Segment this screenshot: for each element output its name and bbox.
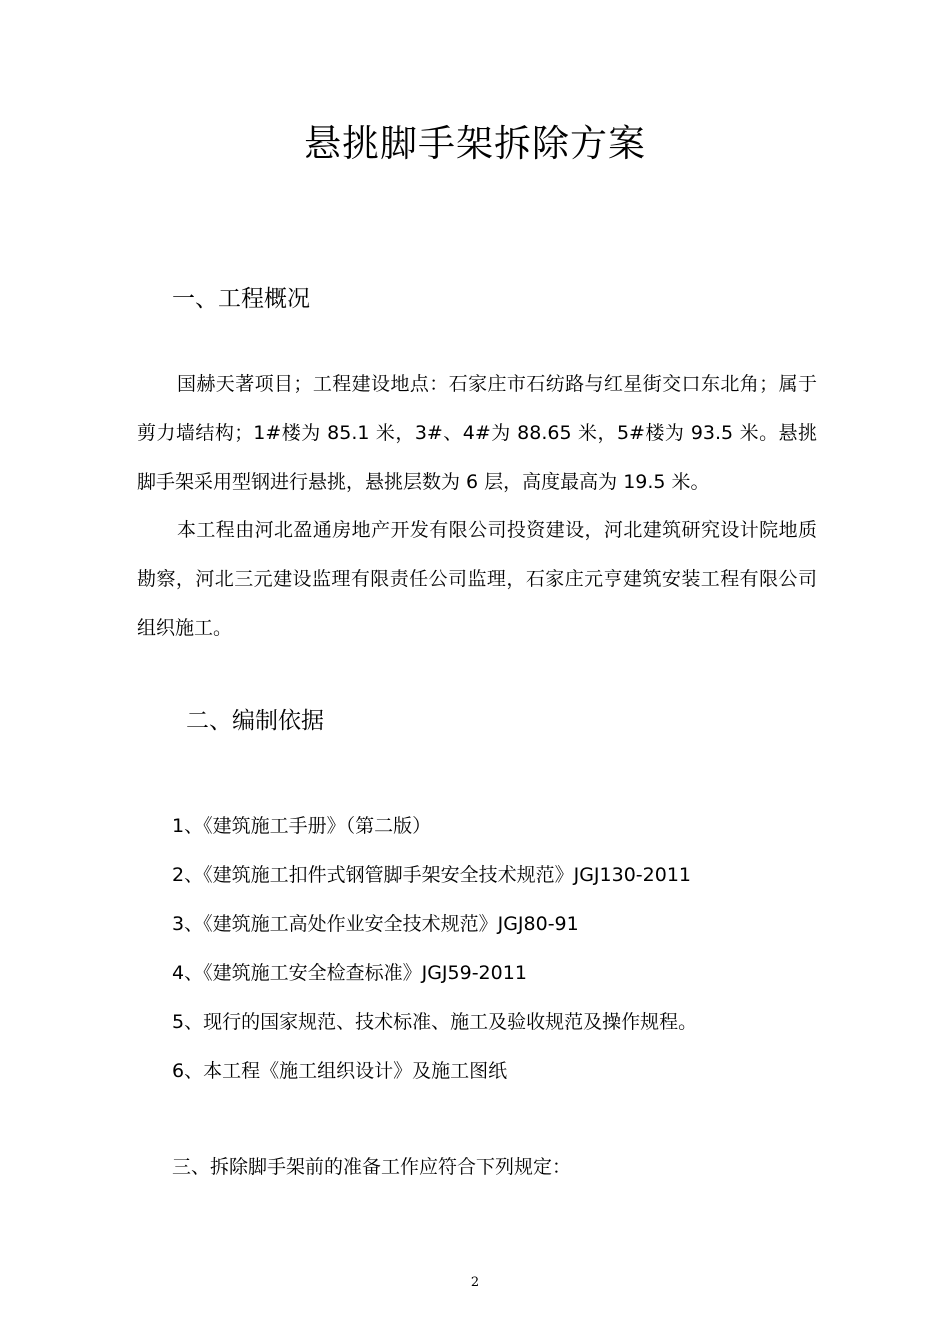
list-item: 5、现行的国家规范、技术标准、施工及验收规范及操作规程。 [172, 1011, 698, 1033]
basis-list [172, 802, 697, 1096]
overview-paragraph-2: 本工程由河北盈通房地产开发有限公司投资建设，河北建筑研究设计院地质勘察，河北三元建设监理有限责任公司监理，石家庄元亨建筑安装工程有限公司组织施工。 [137, 519, 817, 639]
list-item: 6、本工程《施工组织设计》及施工图纸 [172, 1060, 508, 1082]
list-item: 1、《建筑施工手册》（第二版） [172, 815, 432, 837]
list-item: 4、《建筑施工安全检查标准》JGJ59-2011 [172, 962, 527, 984]
section-heading-basis: 二、编制依据 [186, 708, 324, 734]
page-number: 2 [470, 1275, 480, 1290]
list-item: 3、《建筑施工高处作业安全技术规范》JGJ80-91 [172, 913, 579, 935]
document-title: 悬挑脚手架拆除方案 [304, 122, 646, 165]
overview-paragraph-1: 国赫天著项目；工程建设地点：石家庄市石纺路与红星街交口东北角；属于剪力墙结构；1#楼为 85.1 米，3#、4#为 88.65 米，5#楼为 93.5 米。悬挑脚手架采用型钢进行悬挑，悬挑层数为 6 层，高度最高为 19.5 米。 [137, 373, 817, 493]
section-heading-overview: 一、工程概况 [172, 286, 310, 312]
section-heading-preparation: 三、拆除脚手架前的准备工作应符合下列规定： [172, 1156, 572, 1178]
list-item: 2、《建筑施工扣件式钢管脚手架安全技术规范》JGJ130-2011 [172, 864, 691, 886]
